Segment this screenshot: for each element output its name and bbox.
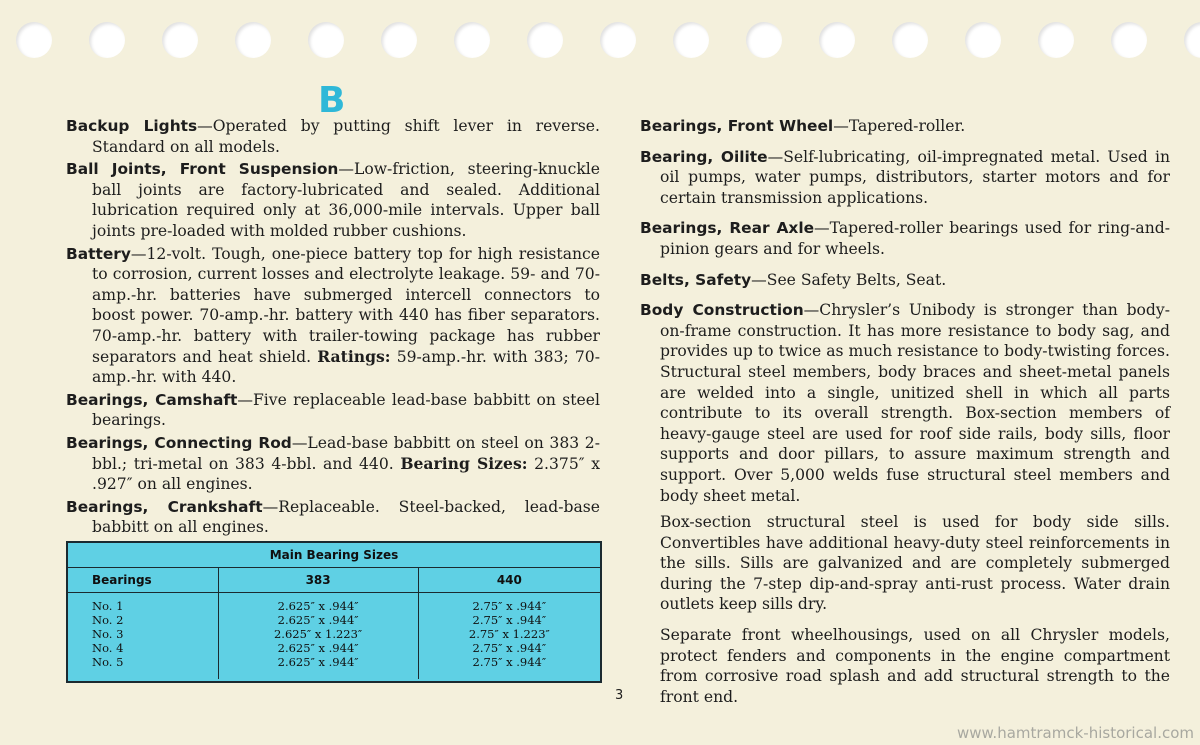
- entry-ball-joints: [66, 159, 600, 241]
- binder-hole: [819, 22, 855, 58]
- binder-hole: [1038, 22, 1074, 58]
- entry-bearings-connecting-rod: [66, 433, 600, 495]
- entry-battery: [66, 244, 600, 388]
- entry-text: —12-volt. Tough, one-piece battery top for high resistance to corrosion, current losses and electrolyte leakage. 59- and 70-amp.-hr. batteries have submerged intercell connectors to boost power. 70-amp.-hr. battery with 440 has fiber separators. 70-amp.-hr. battery with trailer-towing package has rubber separators and heat shield.: [92, 244, 600, 366]
- header-bearings: Bearings: [92, 573, 152, 587]
- table-cell: 2.625″ x .944″: [277, 641, 359, 655]
- entry-text: —Lead-base babbitt on steel on 383 2-bbl.; tri-metal on 383 4-bbl. and 440.: [92, 433, 600, 473]
- table-body: [68, 593, 600, 679]
- table-cell: 2.75″ x .944″: [472, 655, 547, 669]
- header-440: 440: [418, 568, 600, 592]
- entry-text: —Low-friction, steering-knuckle ball joints are factory-lubricated and sealed. Additional lubrication required only at 36,000-mile intervals. Upper ball joints pre-loaded with molded rubber cushions.: [92, 160, 600, 240]
- binder-hole: [1184, 22, 1200, 58]
- header-383: 383: [218, 568, 418, 592]
- entry-text: —Replaceable. Steel-backed, lead-base babbitt on all engines.: [92, 497, 600, 537]
- entry-term: Ball Joints, Front Suspension: [66, 160, 339, 179]
- entry-term: Battery: [66, 244, 131, 263]
- table-cell: 2.625″ x 1.223″: [273, 627, 363, 641]
- left-column: [66, 116, 600, 540]
- binder-hole: [308, 22, 344, 58]
- binder-hole: [454, 22, 490, 58]
- entry-bearings-front-wheel: [640, 116, 1170, 137]
- table-cell: No. 5: [92, 655, 124, 669]
- entry-term: Bearings, Crankshaft: [66, 497, 263, 516]
- entry-bearings-rear-axle: [640, 218, 1170, 259]
- entry-term: Bearings, Connecting Rod: [66, 433, 292, 452]
- entry-belts-safety: [640, 270, 1170, 291]
- table-cell: 2.625″ x .944″: [277, 599, 359, 613]
- table-cell: 2.75″ x .944″: [472, 613, 547, 627]
- page-number: 3: [615, 688, 624, 703]
- table-caption: Main Bearing Sizes: [68, 543, 600, 568]
- table-cell: No. 2: [92, 613, 124, 627]
- entry-bold-label: Bearing Sizes:: [400, 453, 528, 473]
- binder-hole: [16, 22, 52, 58]
- entry-text: 59-amp.-hr. with 383; 70-amp.-hr. with 440.: [92, 347, 600, 387]
- body-paragraph: Separate front wheelhousings, used on all Chrysler models, protect fenders and components in the engine compartment from corrosive road splash and add structural strength to the front end.: [660, 626, 1170, 706]
- entry-text: —Five replaceable lead-base babbitt on steel bearings.: [92, 390, 600, 430]
- section-letter: B: [318, 80, 346, 121]
- binder-hole: [892, 22, 928, 58]
- entry-text: —Tapered-roller.: [833, 117, 966, 135]
- binder-hole: [381, 22, 417, 58]
- binder-hole: [965, 22, 1001, 58]
- table-header-row: [68, 568, 600, 593]
- table-cell: No. 1: [92, 599, 124, 613]
- binder-hole: [1111, 22, 1147, 58]
- entry-text: —See Safety Belts, Seat.: [751, 270, 947, 289]
- entry-term: Bearings, Rear Axle: [640, 219, 815, 238]
- table-cell: No. 4: [92, 641, 124, 655]
- entry-bearings-camshaft: [66, 390, 600, 431]
- entry-text: —Operated by putting shift lever in reverse. Standard on all models.: [92, 117, 600, 156]
- entry-text: —Chrysler’s Unibody is stronger than body-on-frame construction. It has more resistance to body sag, and provides up to twice as much resistance to body-twisting forces. Structural steel members, body braces and sheet-metal panels are welded into a single, unitized shell in which all parts contribute to its overall strength. Box-section members of heavy-gauge steel are used for roof side rails, body sills, floor supports and door pillars, to assure maximum strength and support. Over 5,000 welds fuse structural steel members and body sheet metal.: [660, 301, 1170, 505]
- entry-term: Bearing, Oilite: [640, 147, 768, 166]
- table-cell: 2.75″ x .944″: [472, 641, 547, 655]
- table-cell: No. 3: [92, 627, 124, 641]
- sizes-383-column: [218, 593, 418, 679]
- entry-text: 2.375″ x .927″ on all engines.: [92, 454, 600, 494]
- binder-hole: [673, 22, 709, 58]
- binder-hole: [746, 22, 782, 58]
- body-paragraph: Box-section structural steel is used for body side sills. Convertibles have additional heavy-duty steel reinforcements in the sills. Sills are galvanized and are completely submerged during the 7-step dip-and-spray anti-rust process. Water drain outlets keep sills dry.: [660, 513, 1170, 614]
- entry-term: Backup Lights: [66, 117, 198, 135]
- binder-hole: [162, 22, 198, 58]
- table-cell: 2.75″ x 1.223″: [468, 627, 550, 641]
- entry-term: Belts, Safety: [640, 270, 752, 289]
- table-cell: 2.625″ x .944″: [277, 655, 359, 669]
- entry-term: Body Construction: [640, 301, 804, 320]
- entry-text: —Self-lubricating, oil-impregnated metal. Used in oil pumps, water pumps, distributors, starter motors and for certain transmission applications.: [660, 147, 1170, 207]
- binder-hole: [527, 22, 563, 58]
- binder-hole: [235, 22, 271, 58]
- right-column: [640, 116, 1170, 717]
- table-cell: 2.75″ x .944″: [472, 599, 547, 613]
- watermark: www.hamtramck-historical.com: [957, 724, 1194, 742]
- entry-term: Bearings, Camshaft: [66, 390, 238, 409]
- entry-body-construction: [640, 300, 1170, 506]
- bearings-column: [68, 593, 218, 679]
- table-cell: 2.625″ x .944″: [277, 613, 359, 627]
- binder-hole: [89, 22, 125, 58]
- entry-term: Bearings, Front Wheel: [640, 117, 834, 135]
- entry-backup-lights: [66, 116, 600, 157]
- entry-bearing-oilite: [640, 147, 1170, 209]
- main-bearing-sizes-table: [66, 541, 602, 683]
- binder-hole: [600, 22, 636, 58]
- binder-holes: [0, 22, 1200, 62]
- entry-text: —Tapered-roller bearings used for ring-and-pinion gears and for wheels.: [660, 219, 1170, 258]
- sizes-440-column: [418, 593, 600, 679]
- entry-bold-label: Ratings:: [317, 346, 391, 366]
- entry-bearings-crankshaft: [66, 497, 600, 538]
